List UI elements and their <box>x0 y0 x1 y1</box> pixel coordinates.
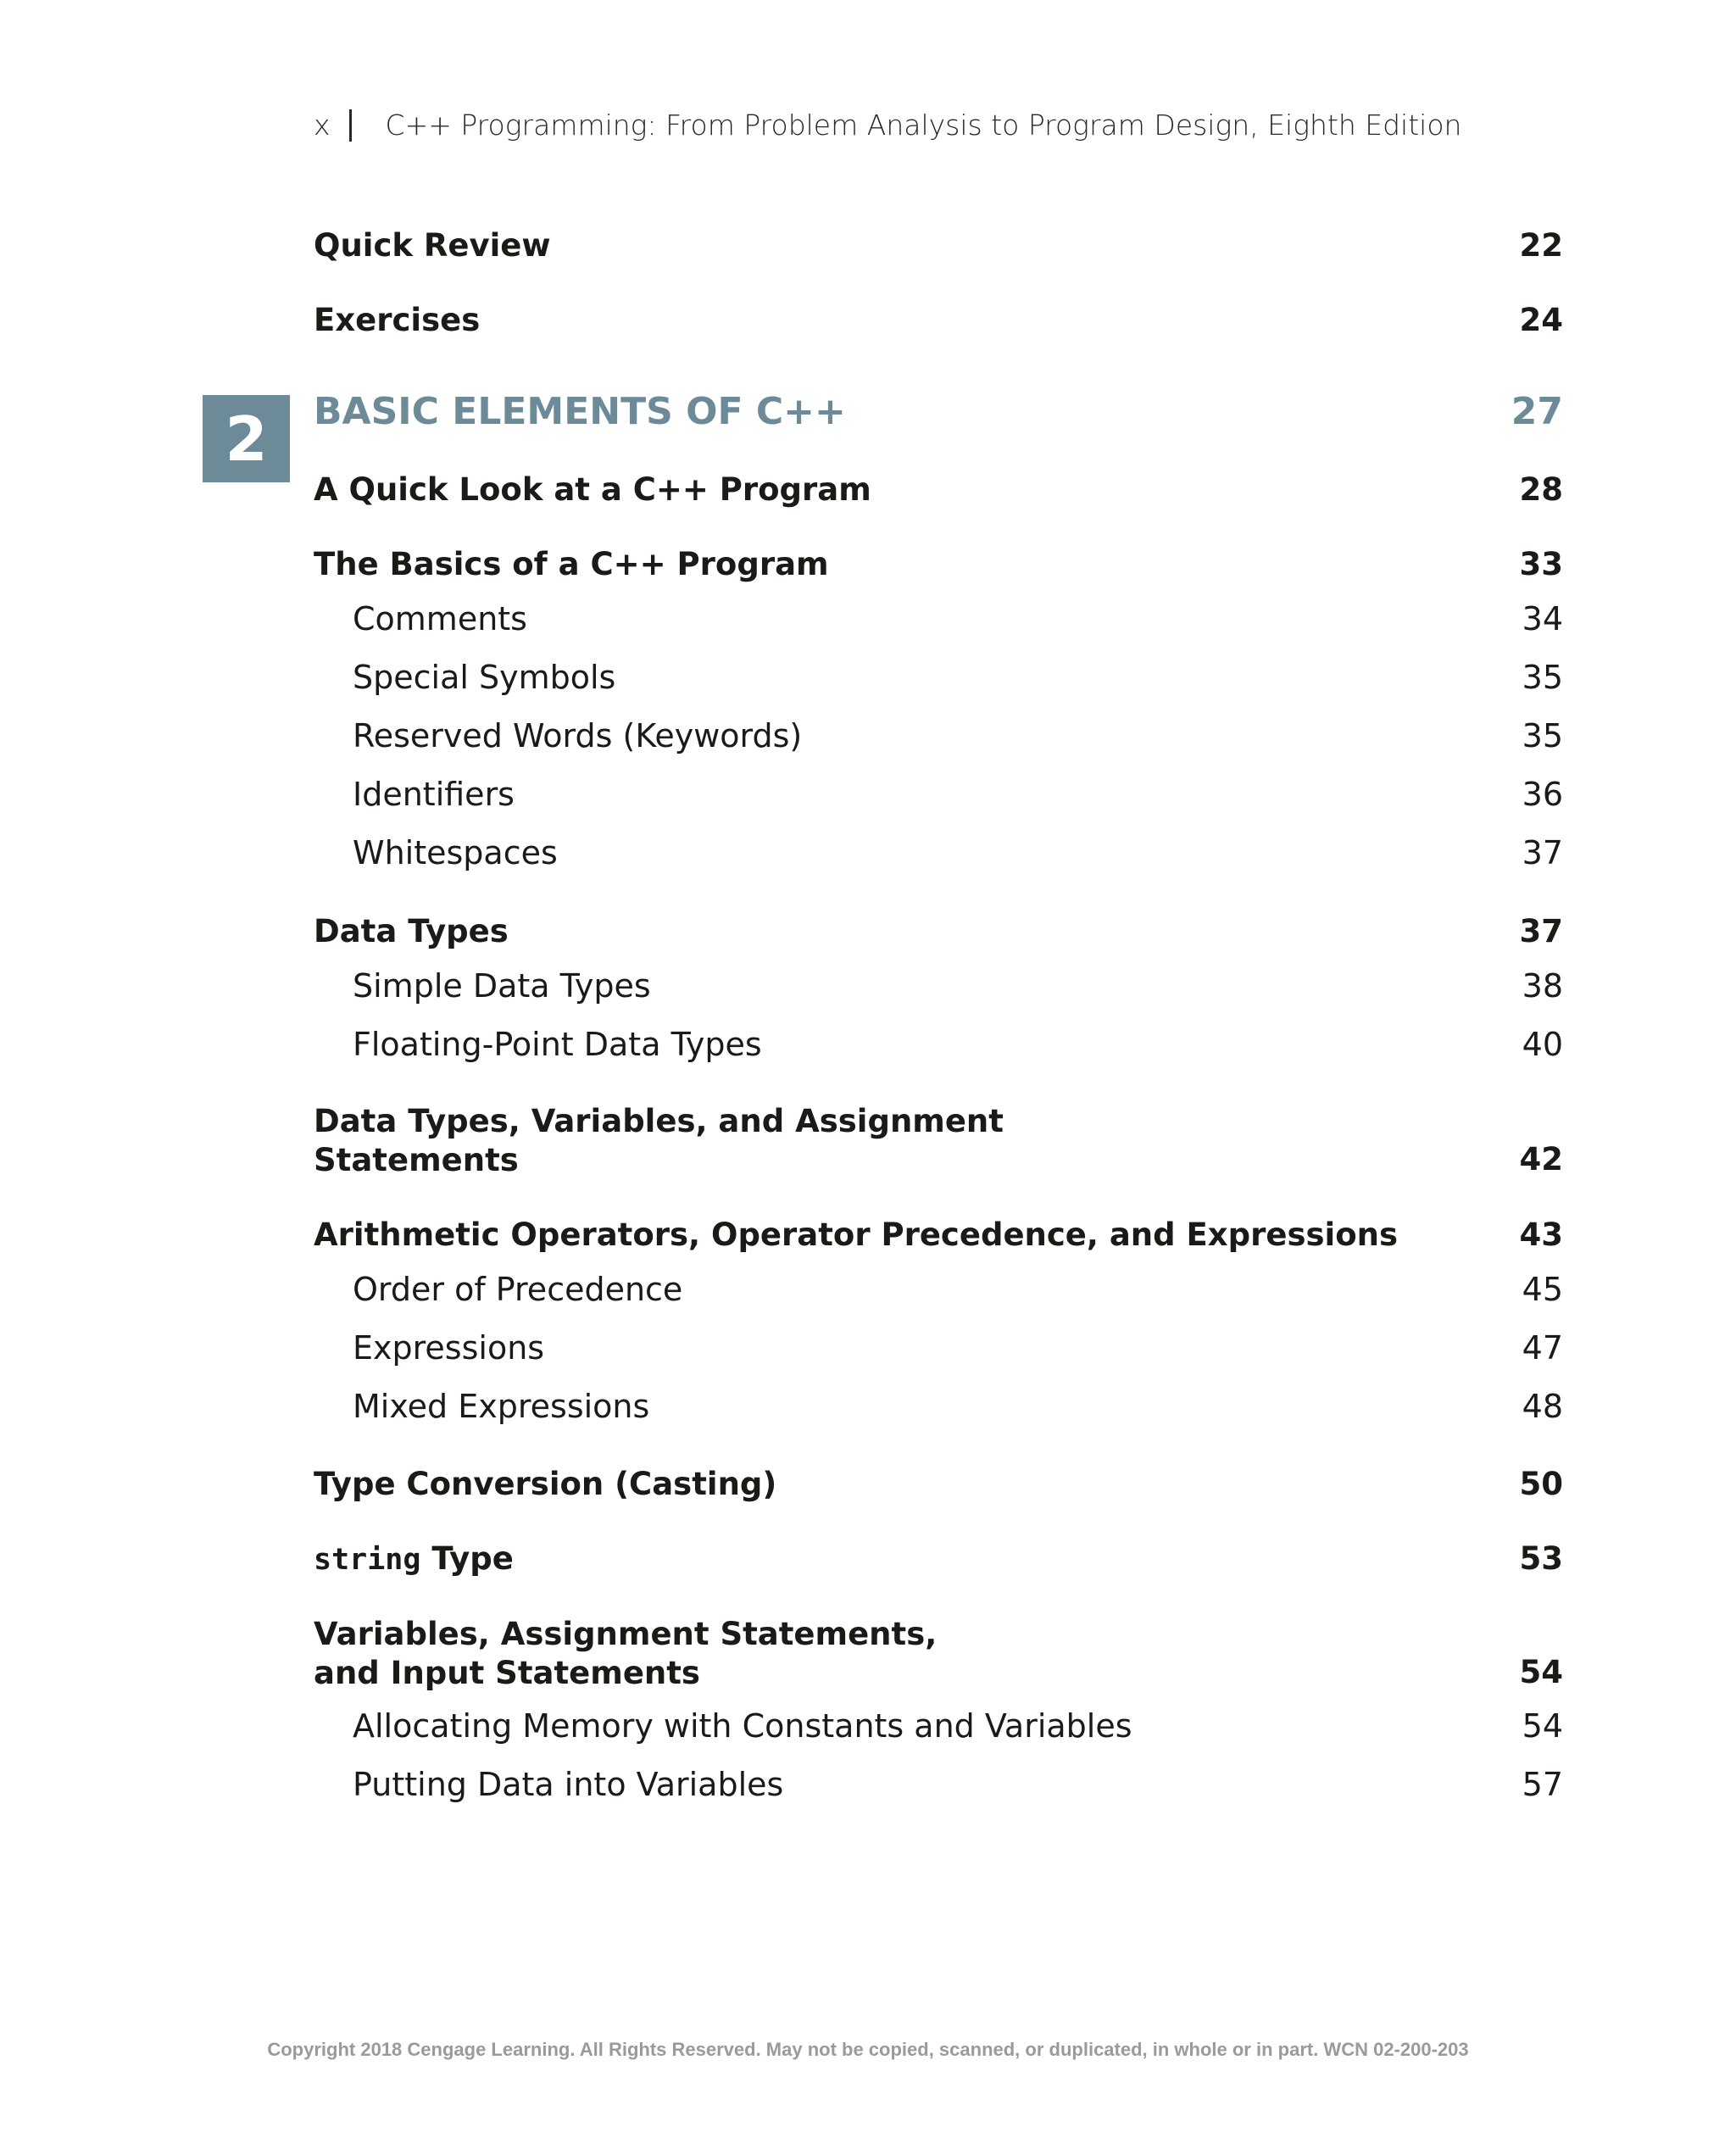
toc-entry-page: 35 <box>1522 659 1563 696</box>
running-head <box>314 109 1461 142</box>
toc-entry-title <box>314 1102 1004 1180</box>
toc-entry-page: 34 <box>1522 600 1563 637</box>
toc-entry-page: 54 <box>1519 1654 1563 1690</box>
toc-entry-title: Data Types <box>314 913 509 949</box>
toc-entry-title: Expressions <box>353 1329 545 1367</box>
toc-entry-variables-input-statements[interactable] <box>314 1615 1563 1693</box>
toc-entry-page: 43 <box>1519 1216 1563 1253</box>
toc-entry-page: 35 <box>1522 717 1563 754</box>
toc-entry-title-line2: and Input Statements <box>314 1655 700 1691</box>
toc-entry-page: 54 <box>1522 1707 1563 1745</box>
toc-entry-title: Order of Precedence <box>353 1271 683 1308</box>
toc-entry-page: 48 <box>1522 1388 1563 1425</box>
toc-entry-title: Exercises <box>314 302 481 338</box>
toc-entry-page: 57 <box>1522 1766 1563 1803</box>
toc-entry-title: A Quick Look at a C++ Program <box>314 471 871 508</box>
toc-entry-title-line1: Variables, Assignment Statements, <box>314 1616 938 1652</box>
toc-entry-title: Allocating Memory with Constants and Variables <box>353 1707 1132 1745</box>
book-title: C++ Programming: From Problem Analysis to Program Design, Eighth Edition <box>385 109 1462 142</box>
toc-entry-title: The Basics of a C++ Program <box>314 546 829 582</box>
toc-entry-title: Simple Data Types <box>353 967 651 1005</box>
toc-entry-page: 38 <box>1522 967 1563 1005</box>
running-head-divider <box>349 109 352 142</box>
chapter-title-text: BASIC ELEMENTS OF C++ <box>314 390 846 433</box>
toc-entry-title: Arithmetic Operators, Operator Precedence, and Expressions <box>314 1216 1398 1253</box>
toc-entry-page: 37 <box>1519 913 1563 949</box>
toc-entry-title: Mixed Expressions <box>353 1388 650 1425</box>
toc-entry-title-suffix: Type <box>420 1540 514 1577</box>
toc-entry-page: 42 <box>1519 1141 1563 1177</box>
chapter-number-badge: 2 <box>203 395 290 482</box>
toc-entry-title <box>314 1615 937 1693</box>
toc-entry-page: 53 <box>1519 1540 1563 1577</box>
toc-entry-data-types-variables-assignment[interactable] <box>314 1102 1563 1180</box>
toc-entry-title: Comments <box>353 600 527 637</box>
toc-entry-title: Quick Review <box>314 227 551 264</box>
toc-entry-title: Putting Data into Variables <box>353 1766 784 1803</box>
toc-entry-page: 47 <box>1522 1329 1563 1367</box>
toc-entry-page: 40 <box>1522 1026 1563 1063</box>
copyright-notice: Copyright 2018 Cengage Learning. All Rights Reserved. May not be copied, scanned, or duplicated, in whole or in part. WCN 02-200-203 <box>267 2039 1469 2060</box>
toc-entry-title <box>314 1540 514 1577</box>
toc-entry-page: 28 <box>1519 471 1563 508</box>
toc-entry-title: Identifiers <box>353 776 515 813</box>
toc-entry-page: 45 <box>1522 1271 1563 1308</box>
toc-entry-page: 36 <box>1522 776 1563 813</box>
toc-entry-title: Special Symbols <box>353 659 616 696</box>
toc-entry-title: Reserved Words (Keywords) <box>353 717 803 754</box>
toc-entry-page: 24 <box>1519 302 1563 338</box>
toc-entry-title-line1: Data Types, Variables, and Assignment <box>314 1103 1004 1139</box>
toc-entry-page: 22 <box>1519 227 1563 264</box>
toc-entry-title-line2: Statements <box>314 1142 519 1178</box>
toc-entry-title: Floating-Point Data Types <box>353 1026 762 1063</box>
page-folio: x <box>314 109 331 142</box>
toc-entry-title: Type Conversion (Casting) <box>314 1466 777 1502</box>
toc-entry-page: 37 <box>1522 834 1563 871</box>
toc-entry-title: Whitespaces <box>353 834 558 871</box>
toc-entry-page: 50 <box>1519 1466 1563 1502</box>
chapter-title-page: 27 <box>1511 390 1563 433</box>
toc-entry-code-keyword: string <box>314 1543 421 1577</box>
toc-entry-page: 33 <box>1519 546 1563 582</box>
